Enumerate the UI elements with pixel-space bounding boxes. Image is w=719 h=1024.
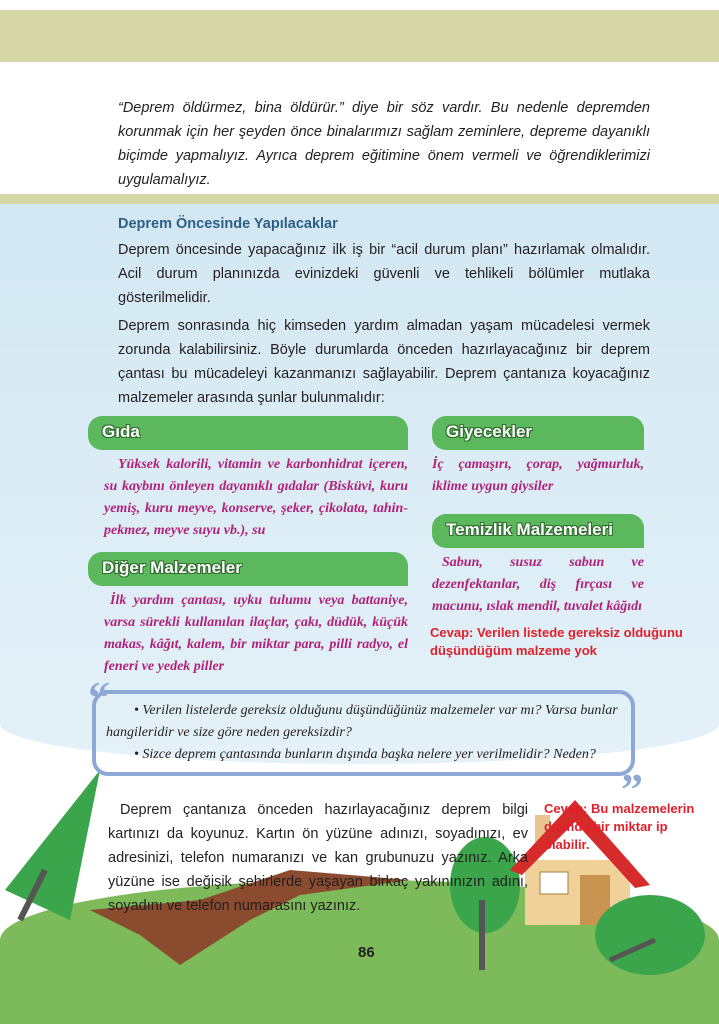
- paragraph-card: Deprem çantanıza önceden hazırlayacağınız deprem bilgi kartınızı da koyunuz. Kartın ön yüzüne adınızı, soyadınızı, ev adresinizi, telefon numaranızı ve kan grubunuzu yazınız. Arka yüzüne ise değişik şehirlerde yaşayan birkaç yakınınızın adını, soyadını ve telefon numarasını yazınız.: [108, 802, 528, 914]
- category-text-clothes: İç çamaşırı, çorap, yağmurluk, iklime uygun giysiler: [432, 457, 644, 494]
- header-band: [0, 10, 719, 62]
- bottom-section: [0, 798, 719, 918]
- category-text-hygiene: Sabun, susuz sabun ve dezenfektanlar, diş fırçası ve macunu, ıslak mendil, tuvalet kâğıdı: [432, 555, 644, 614]
- question-wrapper: [88, 673, 643, 814]
- category-title-other: Diğer Malzemeler: [88, 552, 408, 586]
- question-2: • Sizce deprem çantasında bunların dışında başka nelere yer verilmelidir? Neden?: [134, 747, 596, 762]
- category-title-hygiene: Temizlik Malzemeleri: [432, 514, 644, 548]
- paragraph-bag: Deprem sonrasında hiç kimseden yardım almadan yaşam mücadelesi vermek zorunda kalabilirsiniz. Böyle durumlarda önceden hazırlayacağınız bir deprem çantası bu mücadeleyi kazanmanızı sağlayabilir. Deprem çantanıza koyacağınız malzemeler arasında şunlar bulunmalıdır:: [118, 318, 650, 406]
- quote-open-icon: “: [88, 673, 110, 722]
- intro-paragraph: “Deprem öldürmez, bina öldürür.” diye bir söz vardır. Bu nedenle depremden korunmak için her şeyden önce binalarımızı sağlam zeminlere, depreme dayanıklı biçimde yapmalıyız. Ayrıca deprem eğitimine önem vermeli ve öğrendiklerimizi uygulamalıyız.: [118, 100, 650, 188]
- separator-band: [0, 194, 719, 204]
- category-columns: [0, 416, 719, 678]
- category-text-food: Yüksek kalorili, vitamin ve karbonhidrat içeren, su kaybını önleyen dayanıklı gıdalar (Bisküvi, kuru yemiş, kuru meyve, konserve, şeker, çikolata, tahin-pekmez, meyve suyu vb.), su: [104, 457, 408, 538]
- answer-2: Cevap: Bu malzemelerin dışında bir miktar ip olabilir.: [544, 801, 695, 852]
- category-title-food: Gıda: [88, 416, 408, 450]
- paragraph-plan: Deprem öncesinde yapacağınız ilk iş bir “acil durum planı” hazırlamak olmalıdır. Acil durum planınızda evinizdeki güvenli ve tehlikeli bölümler mutlaka gösterilmelidir.: [118, 242, 650, 306]
- question-1: • Verilen listelerde gereksiz olduğunu düşündüğünüz malzemeler var mı? Varsa bunlar hangileridir ve size göre neden gereksizdir?: [106, 703, 618, 740]
- right-column: [432, 416, 682, 678]
- left-column: [88, 416, 408, 678]
- question-box: [92, 690, 635, 776]
- answer-1: Cevap: Verilen listede gereksiz olduğunu düşündüğüm malzeme yok: [430, 625, 683, 658]
- quote-close-icon: ”: [621, 765, 643, 814]
- section-title: Deprem Öncesinde Yapılacaklar: [118, 216, 338, 232]
- content-flow: [0, 214, 719, 918]
- page-number: 86: [358, 944, 375, 961]
- category-title-clothes: Giyecekler: [432, 416, 644, 450]
- category-text-other: İlk yardım çantası, uyku tulumu veya battaniye, varsa sürekli kullanılan ilaçlar, çakı, düdük, küçük makas, kâğıt, kalem, bir miktar para, pilli radyo, el feneri ve yedek piller: [104, 593, 408, 674]
